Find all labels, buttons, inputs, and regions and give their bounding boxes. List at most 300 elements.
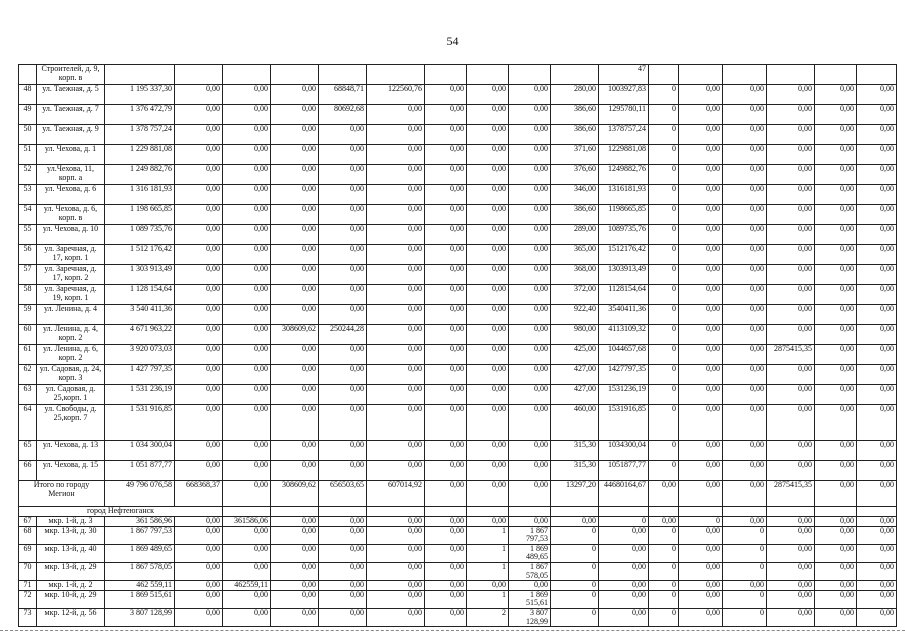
value-cell: 0,00 (467, 225, 509, 245)
value-cell: 0,00 (271, 590, 319, 608)
value-cell: 0,00 (467, 405, 509, 441)
value-cell: 3 807 128,99 (105, 608, 175, 626)
address-cell: ул. Заречная, д. 17, корп. 1 (37, 245, 105, 265)
value-cell: 371,60 (551, 145, 599, 165)
value-cell: 0,00 (723, 441, 767, 461)
total-label: Итого по городу Мегион (19, 481, 105, 507)
address-cell: мкр. 13-й, д. 40 (37, 544, 105, 562)
value-cell: 2875415,35 (767, 345, 815, 365)
value-cell: 0,00 (857, 205, 897, 225)
value-cell: 0 (649, 461, 679, 481)
table-row (19, 405, 897, 441)
value-cell: 0,00 (425, 365, 467, 385)
value-cell: 0,00 (723, 325, 767, 345)
value-cell: 0,00 (223, 526, 271, 544)
value-cell: 0,00 (679, 562, 723, 580)
value-cell: 0,00 (425, 145, 467, 165)
value-cell: 0 (649, 205, 679, 225)
total-value-cell: 0,00 (509, 481, 551, 507)
value-cell: 0,00 (425, 105, 467, 125)
value-cell: 0,00 (767, 562, 815, 580)
value-cell: 0,00 (599, 544, 649, 562)
value-cell: 0,00 (425, 165, 467, 185)
value-cell: 0,00 (815, 441, 857, 461)
value-cell: 0,00 (271, 105, 319, 125)
value-cell: 0,00 (319, 185, 367, 205)
value-cell: 1 531 236,19 (105, 385, 175, 405)
value-cell: 0,00 (223, 405, 271, 441)
value-cell: 1044657,68 (599, 345, 649, 365)
table-row (19, 562, 897, 580)
value-cell: 0,00 (509, 185, 551, 205)
value-cell: 0,00 (767, 205, 815, 225)
value-cell: 0,00 (271, 581, 319, 591)
value-cell: 0,00 (815, 325, 857, 345)
value-cell: 0,00 (367, 441, 425, 461)
value-cell: 0,00 (679, 385, 723, 405)
value-cell: 0,00 (271, 245, 319, 265)
total-value-cell: 2875415,35 (767, 481, 815, 507)
value-cell: 0,00 (271, 544, 319, 562)
value-cell: 0,00 (223, 385, 271, 405)
value-cell: 0,00 (767, 305, 815, 325)
row-number-cell: 69 (19, 544, 37, 562)
value-cell: 0,00 (857, 125, 897, 145)
value-cell: 0,00 (367, 265, 425, 285)
value-cell: 0,00 (467, 165, 509, 185)
address-cell: ул. Таежная, д. 7 (37, 105, 105, 125)
value-cell: 0,00 (679, 205, 723, 225)
row-number-cell: 63 (19, 385, 37, 405)
value-cell: 0 (649, 590, 679, 608)
row-number-cell: 62 (19, 365, 37, 385)
value-cell: 0,00 (679, 265, 723, 285)
value-cell (509, 65, 551, 85)
value-cell: 0,00 (679, 245, 723, 265)
page-bottom-rule (0, 630, 905, 632)
value-cell: 0,00 (271, 526, 319, 544)
value-cell: 0,00 (857, 85, 897, 105)
value-cell: 0,00 (467, 305, 509, 325)
value-cell: 0 (551, 526, 599, 544)
total-value-cell: 49 796 076,58 (105, 481, 175, 507)
value-cell: 0,00 (767, 285, 815, 305)
value-cell: 1 195 337,30 (105, 85, 175, 105)
value-cell: 1 376 472,79 (105, 105, 175, 125)
total-value-cell: 308609,62 (271, 481, 319, 507)
value-cell: 0,00 (175, 517, 223, 527)
value-cell: 1531236,19 (599, 385, 649, 405)
value-cell: 0,00 (319, 145, 367, 165)
value-cell: 0,00 (467, 85, 509, 105)
value-cell: 0,00 (599, 581, 649, 591)
value-cell: 0 (723, 562, 767, 580)
value-cell: 0,00 (271, 285, 319, 305)
value-cell: 122560,76 (367, 85, 425, 105)
value-cell: 0,00 (679, 526, 723, 544)
value-cell: 0,00 (467, 265, 509, 285)
value-cell: 0,00 (271, 608, 319, 626)
address-cell: мкр. 13-й, д. 30 (37, 526, 105, 544)
value-cell: 0,00 (723, 461, 767, 481)
value-cell: 0,00 (223, 461, 271, 481)
value-cell: 0,00 (723, 225, 767, 245)
value-cell: 3 807 128,99 (509, 608, 551, 626)
value-cell: 980,00 (551, 325, 599, 345)
value-cell: 0,00 (367, 590, 425, 608)
value-cell: 1 869 515,61 (509, 590, 551, 608)
value-cell: 0,00 (815, 365, 857, 385)
value-cell: 0,00 (815, 265, 857, 285)
value-cell: 0,00 (857, 325, 897, 345)
value-cell: 80692,68 (319, 105, 367, 125)
value-cell: 0,00 (857, 225, 897, 245)
value-cell: 0,00 (467, 205, 509, 225)
value-cell (551, 65, 599, 85)
value-cell: 0,00 (367, 562, 425, 580)
row-number-cell: 53 (19, 185, 37, 205)
value-cell: 4 671 963,22 (105, 325, 175, 345)
value-cell: 1 867 578,05 (105, 562, 175, 580)
value-cell: 1229881,08 (599, 145, 649, 165)
value-cell: 0,00 (815, 544, 857, 562)
value-cell: 0,00 (223, 562, 271, 580)
value-cell: 372,00 (551, 285, 599, 305)
empty-cell (815, 507, 857, 517)
value-cell: 0,00 (271, 205, 319, 225)
value-cell: 0,00 (175, 365, 223, 385)
value-cell: 0,00 (367, 125, 425, 145)
value-cell: 0,00 (175, 245, 223, 265)
value-cell: 0,00 (223, 441, 271, 461)
value-cell: 0,00 (679, 85, 723, 105)
row-number-cell: 70 (19, 562, 37, 580)
table-row (19, 265, 897, 285)
value-cell: 0,00 (509, 245, 551, 265)
table-row (19, 608, 897, 626)
value-cell: 0,00 (509, 145, 551, 165)
value-cell: 1 (467, 544, 509, 562)
value-cell: 460,00 (551, 405, 599, 441)
value-cell: 0,00 (425, 265, 467, 285)
value-cell: 0,00 (857, 590, 897, 608)
value-cell: 0 (649, 544, 679, 562)
address-cell: ул. Ленина, д. 4, корп. 2 (37, 325, 105, 345)
section-row (19, 507, 897, 517)
value-cell: 0,00 (679, 590, 723, 608)
value-cell: 0 (723, 608, 767, 626)
row-number-cell: 56 (19, 245, 37, 265)
value-cell: 0,00 (767, 145, 815, 165)
value-cell: 0 (649, 305, 679, 325)
value-cell: 0,00 (367, 165, 425, 185)
address-cell: ул. Чехова, д. 1 (37, 145, 105, 165)
value-cell: 0,00 (223, 590, 271, 608)
value-cell: 0,00 (425, 205, 467, 225)
value-cell: 922,40 (551, 305, 599, 325)
value-cell: 0,00 (723, 105, 767, 125)
value-cell: 0,00 (509, 85, 551, 105)
value-cell: 1 051 877,77 (105, 461, 175, 481)
empty-cell (425, 507, 467, 517)
value-cell: 3 540 411,36 (105, 305, 175, 325)
value-cell: 0 (723, 544, 767, 562)
value-cell: 0,00 (815, 85, 857, 105)
value-cell: 0,00 (857, 265, 897, 285)
value-cell: 0,00 (723, 345, 767, 365)
value-cell: 1 869 515,61 (105, 590, 175, 608)
value-cell: 1003927,83 (599, 85, 649, 105)
value-cell: 0,00 (271, 305, 319, 325)
total-value-cell: 0,00 (649, 481, 679, 507)
value-cell: 386,60 (551, 125, 599, 145)
value-cell: 315,30 (551, 461, 599, 481)
value-cell: 0,00 (175, 105, 223, 125)
value-cell: 0,00 (467, 125, 509, 145)
value-cell (425, 65, 467, 85)
value-cell: 1 867 797,53 (105, 526, 175, 544)
value-cell: 0,00 (367, 245, 425, 265)
value-cell: 0,00 (467, 385, 509, 405)
value-cell: 1 427 797,35 (105, 365, 175, 385)
table-row (19, 365, 897, 385)
value-cell: 0,00 (767, 365, 815, 385)
value-cell: 1034300,04 (599, 441, 649, 461)
value-cell: 3 920 073,03 (105, 345, 175, 365)
value-cell: 0,00 (679, 461, 723, 481)
value-cell: 0,00 (175, 125, 223, 145)
value-cell: 0,00 (425, 544, 467, 562)
value-cell: 1531916,85 (599, 405, 649, 441)
value-cell: 0,00 (319, 581, 367, 591)
value-cell: 0,00 (425, 526, 467, 544)
value-cell: 0,00 (425, 461, 467, 481)
value-cell: 0,00 (319, 285, 367, 305)
row-number-cell: 59 (19, 305, 37, 325)
value-cell: 0,00 (509, 461, 551, 481)
value-cell: 0,00 (467, 365, 509, 385)
table-row (19, 285, 897, 305)
value-cell: 0,00 (815, 590, 857, 608)
row-number-cell: 73 (19, 608, 37, 626)
value-cell (223, 65, 271, 85)
value-cell: 0,00 (367, 405, 425, 441)
value-cell: 0,00 (175, 345, 223, 365)
value-cell: 0 (599, 517, 649, 527)
value-cell: 0,00 (175, 165, 223, 185)
value-cell: 0,00 (271, 165, 319, 185)
empty-cell (679, 507, 723, 517)
value-cell: 0 (649, 185, 679, 205)
value-cell: 0,00 (271, 345, 319, 365)
value-cell: 0,00 (319, 461, 367, 481)
value-cell: 0 (679, 517, 723, 527)
value-cell: 0,00 (319, 245, 367, 265)
value-cell: 0 (649, 405, 679, 441)
value-cell: 0,00 (425, 225, 467, 245)
value-cell: 0,00 (679, 165, 723, 185)
value-cell: 0,00 (319, 265, 367, 285)
value-cell (679, 65, 723, 85)
table-row (19, 65, 897, 85)
value-cell: 0,00 (815, 385, 857, 405)
value-cell: 0,00 (767, 185, 815, 205)
value-cell: 0,00 (815, 125, 857, 145)
value-cell: 0,00 (815, 517, 857, 527)
value-cell: 0,00 (319, 517, 367, 527)
value-cell: 0,00 (367, 105, 425, 125)
address-cell: ул. Таежная, д. 5 (37, 85, 105, 105)
value-cell: 0,00 (767, 590, 815, 608)
row-number-cell: 67 (19, 517, 37, 527)
value-cell: 1 316 181,93 (105, 185, 175, 205)
value-cell: 0,00 (223, 165, 271, 185)
table-row (19, 145, 897, 165)
value-cell: 0,00 (223, 325, 271, 345)
value-cell: 0 (649, 245, 679, 265)
value-cell: 0,00 (425, 405, 467, 441)
value-cell: 1089735,76 (599, 225, 649, 245)
value-cell: 0,00 (319, 608, 367, 626)
value-cell: 0,00 (857, 285, 897, 305)
value-cell: 0,00 (467, 517, 509, 527)
value-cell: 0,00 (857, 365, 897, 385)
value-cell: 0 (649, 608, 679, 626)
value-cell (319, 65, 367, 85)
table-row (19, 85, 897, 105)
value-cell: 0,00 (223, 245, 271, 265)
empty-cell (649, 507, 679, 517)
value-cell: 0,00 (467, 581, 509, 591)
value-cell: 68848,71 (319, 85, 367, 105)
value-cell: 0 (649, 85, 679, 105)
value-cell: 0,00 (723, 405, 767, 441)
value-cell (649, 65, 679, 85)
value-cell: 0,00 (767, 461, 815, 481)
value-cell: 0,00 (425, 85, 467, 105)
address-cell: ул. Ленина, д. 6, корп. 2 (37, 345, 105, 365)
value-cell: 0 (723, 526, 767, 544)
table-row (19, 517, 897, 527)
value-cell: 0,00 (175, 285, 223, 305)
value-cell: 376,60 (551, 165, 599, 185)
row-number-cell: 60 (19, 325, 37, 345)
table-row (19, 461, 897, 481)
value-cell: 0,00 (857, 608, 897, 626)
value-cell: 0,00 (815, 562, 857, 580)
value-cell: 1 (467, 590, 509, 608)
value-cell: 0,00 (723, 125, 767, 145)
value-cell: 0,00 (767, 441, 815, 461)
address-cell: ул.Чехова, 11, корп. а (37, 165, 105, 185)
value-cell: 0,00 (815, 285, 857, 305)
value-cell: 0 (723, 590, 767, 608)
value-cell: 0,00 (175, 85, 223, 105)
address-cell: ул. Заречная, д. 17, корп. 2 (37, 265, 105, 285)
row-number-cell: 49 (19, 105, 37, 125)
value-cell: 0,00 (367, 285, 425, 305)
value-cell: 0,00 (467, 105, 509, 125)
value-cell: 0,00 (723, 365, 767, 385)
value-cell: 0,00 (767, 85, 815, 105)
value-cell: 0,00 (367, 145, 425, 165)
value-cell: 0,00 (723, 517, 767, 527)
value-cell: 0,00 (467, 461, 509, 481)
value-cell: 0,00 (679, 405, 723, 441)
value-cell: 0,00 (723, 165, 767, 185)
value-cell: 0,00 (509, 441, 551, 461)
address-cell: мкр. 13-й, д. 29 (37, 562, 105, 580)
value-cell: 0 (551, 590, 599, 608)
value-cell: 0,00 (767, 105, 815, 125)
value-cell: 1303913,49 (599, 265, 649, 285)
value-cell: 0,00 (767, 608, 815, 626)
value-cell: 280,00 (551, 85, 599, 105)
value-cell: 0,00 (271, 385, 319, 405)
value-cell: 0,00 (815, 145, 857, 165)
value-cell: 0,00 (319, 441, 367, 461)
value-cell: 1198665,85 (599, 205, 649, 225)
value-cell: 0,00 (425, 285, 467, 305)
value-cell: 0 (649, 345, 679, 365)
value-cell: 0,00 (509, 305, 551, 325)
row-number-cell: 61 (19, 345, 37, 365)
value-cell: 1 869 489,65 (105, 544, 175, 562)
value-cell: 0,00 (175, 590, 223, 608)
value-cell: 0,00 (425, 385, 467, 405)
value-cell: 0,00 (599, 562, 649, 580)
value-cell: 0,00 (425, 245, 467, 265)
empty-cell (467, 507, 509, 517)
value-cell: 346,00 (551, 185, 599, 205)
value-cell: 0,00 (223, 608, 271, 626)
value-cell: 0,00 (857, 544, 897, 562)
value-cell: 0,00 (271, 562, 319, 580)
value-cell: 0,00 (467, 325, 509, 345)
value-cell: 0,00 (509, 225, 551, 245)
value-cell: 0,00 (599, 590, 649, 608)
total-value-cell: 44680164,67 (599, 481, 649, 507)
value-cell: 0,00 (815, 461, 857, 481)
value-cell: 0,00 (175, 205, 223, 225)
row-number-cell: 50 (19, 125, 37, 145)
value-cell: 0,00 (175, 608, 223, 626)
value-cell: 0,00 (175, 461, 223, 481)
value-cell: 0,00 (223, 265, 271, 285)
value-cell: 0,00 (767, 526, 815, 544)
empty-cell (857, 507, 897, 517)
value-cell: 386,60 (551, 205, 599, 225)
value-cell: 0,00 (175, 145, 223, 165)
row-number-cell: 52 (19, 165, 37, 185)
value-cell (857, 65, 897, 85)
value-cell: 0,00 (599, 608, 649, 626)
value-cell: 1512176,42 (599, 245, 649, 265)
table-row (19, 590, 897, 608)
value-cell: 0,00 (271, 365, 319, 385)
value-cell: 1 867 578,05 (509, 562, 551, 580)
value-cell: 1 867 797,53 (509, 526, 551, 544)
value-cell: 0,00 (723, 285, 767, 305)
row-number-cell: 51 (19, 145, 37, 165)
value-cell: 427,00 (551, 365, 599, 385)
value-cell: 1 089 735,76 (105, 225, 175, 245)
value-cell: 462559,11 (223, 581, 271, 591)
total-value-cell: 656503,65 (319, 481, 367, 507)
empty-cell (599, 507, 649, 517)
value-cell: 0,00 (223, 85, 271, 105)
value-cell: 0,00 (425, 305, 467, 325)
